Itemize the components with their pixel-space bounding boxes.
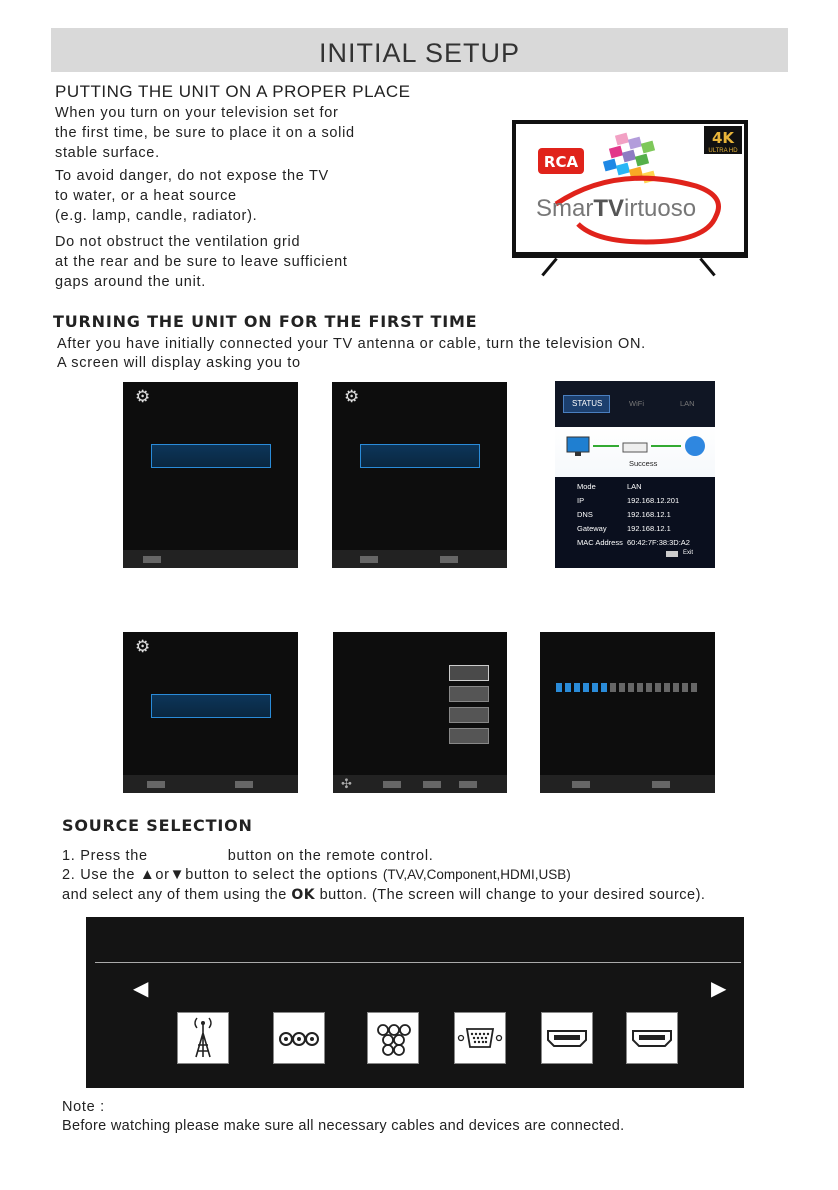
progress-segment bbox=[637, 683, 643, 692]
progress-segment bbox=[664, 683, 670, 692]
progress-segment bbox=[601, 683, 607, 692]
source-step-3: and select any of them using the OK button. (The screen will change to your desired source). bbox=[62, 887, 706, 903]
footer-button bbox=[383, 781, 401, 788]
nav-pad-icon: ✣ bbox=[341, 776, 352, 791]
first-time-line-2: A screen will display asking you to bbox=[57, 355, 301, 371]
tv-leg-right bbox=[699, 258, 715, 277]
setup-screen-time bbox=[123, 632, 298, 793]
progress-segment bbox=[556, 683, 562, 692]
footer-button bbox=[440, 556, 458, 563]
screen-footer bbox=[332, 550, 507, 568]
svg-text:ULTRA HD: ULTRA HD bbox=[708, 148, 738, 154]
progress-segment bbox=[565, 683, 571, 692]
scan-progress-bar bbox=[556, 679, 706, 688]
screen-footer bbox=[123, 775, 298, 793]
setup-screen-language bbox=[123, 382, 298, 568]
ok-button-label: OK bbox=[291, 887, 316, 903]
tab-wifi[interactable]: WiFi bbox=[629, 399, 644, 408]
tv-leg-left bbox=[541, 258, 557, 277]
progress-segment bbox=[673, 683, 679, 692]
screen-footer bbox=[123, 550, 298, 568]
section-heading-first-time: TURNING THE UNIT ON FOR THE FIRST TIME bbox=[53, 312, 478, 331]
first-time-line-1: After you have initially connected your TV antenna or cable, turn the television ON. bbox=[57, 336, 646, 352]
tab-lan[interactable]: LAN bbox=[680, 399, 695, 408]
up-arrow-icon: ▲ bbox=[139, 866, 156, 883]
hdmi-icon[interactable] bbox=[626, 1012, 678, 1064]
section-heading-placement: PUTTING THE UNIT ON A PROPER PLACE bbox=[55, 82, 411, 101]
footer-button bbox=[147, 781, 165, 788]
setup-screen-scanning bbox=[540, 632, 715, 793]
status-text: Success bbox=[629, 459, 658, 468]
source-divider bbox=[95, 962, 741, 963]
progress-segment bbox=[619, 683, 625, 692]
chevron-right-icon[interactable]: ▶ bbox=[711, 978, 727, 1000]
progress-segment bbox=[646, 683, 652, 692]
setup-field bbox=[360, 444, 480, 468]
footer-button bbox=[360, 556, 378, 563]
setup-field bbox=[151, 694, 271, 718]
svg-text:4K: 4K bbox=[711, 129, 735, 147]
tuner-option[interactable] bbox=[449, 686, 489, 702]
screen-footer bbox=[540, 775, 715, 793]
component-icon[interactable] bbox=[367, 1012, 419, 1064]
progress-segment bbox=[583, 683, 589, 692]
tuner-option[interactable] bbox=[449, 665, 489, 681]
vga-icon[interactable] bbox=[454, 1012, 506, 1064]
note-text: Before watching please make sure all necessary cables and devices are connected. bbox=[62, 1118, 625, 1134]
progress-segment bbox=[655, 683, 661, 692]
setup-field bbox=[151, 444, 271, 468]
exit-button[interactable] bbox=[666, 551, 678, 557]
tv-screen bbox=[516, 124, 744, 252]
note-label: Note : bbox=[62, 1099, 105, 1115]
av-icon[interactable] bbox=[273, 1012, 325, 1064]
progress-segment bbox=[610, 683, 616, 692]
progress-segment bbox=[682, 683, 688, 692]
down-arrow-icon: ▼ bbox=[169, 866, 186, 883]
svg-text:SmarTVirtuoso: SmarTVirtuoso bbox=[536, 195, 697, 222]
source-step-2: 2. Use the ▲or▼button to select the options (TV,AV,Component,HDMI,USB) bbox=[62, 866, 571, 883]
hdmi-icon[interactable] bbox=[541, 1012, 593, 1064]
progress-segment bbox=[592, 683, 598, 692]
progress-segment bbox=[574, 683, 580, 692]
gear-icon: ⚙ bbox=[135, 637, 151, 656]
footer-button bbox=[235, 781, 253, 788]
placement-paragraph-2: To avoid danger, do not expose the TV to water, or a heat source (e.g. lamp, candle, radiator). bbox=[55, 168, 329, 224]
screen-footer bbox=[333, 775, 507, 793]
progress-segment bbox=[691, 683, 697, 692]
page-title-bar bbox=[51, 28, 788, 72]
svg-text:RCA: RCA bbox=[543, 153, 579, 171]
footer-button bbox=[423, 781, 441, 788]
page-title: INITIAL SETUP bbox=[318, 38, 521, 68]
gear-icon: ⚙ bbox=[344, 387, 360, 406]
footer-button bbox=[572, 781, 590, 788]
setup-screen-country bbox=[332, 382, 507, 568]
progress-segment bbox=[628, 683, 634, 692]
gear-icon: ⚙ bbox=[135, 387, 151, 406]
footer-button bbox=[652, 781, 670, 788]
placement-paragraph-1: When you turn on your television set for the first time, be sure to place it on a solid stable surface. bbox=[55, 105, 355, 161]
network-status-screen: STATUS WiFi LAN Success Mode LAN IP 192.168.12.201 DNS 192.168.12.1 Gateway 192.168.12.1 MAC Address 60:42:7F:38:3D:A2 Exit bbox=[555, 381, 715, 568]
source-step-1: 1. Press the button on the remote control. bbox=[62, 848, 434, 864]
section-heading-source: SOURCE SELECTION bbox=[62, 816, 253, 835]
tab-status[interactable]: STATUS bbox=[563, 395, 610, 413]
setup-screen-tuner bbox=[333, 632, 507, 793]
tuner-option[interactable] bbox=[449, 728, 489, 744]
chevron-left-icon[interactable]: ◀ bbox=[133, 978, 149, 1000]
placement-paragraph-3: Do not obstruct the ventilation grid at the rear and be sure to leave sufficient gaps around the unit. bbox=[55, 234, 348, 290]
footer-button bbox=[459, 781, 477, 788]
tuner-option[interactable] bbox=[449, 707, 489, 723]
antenna-icon[interactable] bbox=[177, 1012, 229, 1064]
footer-button bbox=[143, 556, 161, 563]
smart-tv-logo bbox=[516, 124, 744, 252]
